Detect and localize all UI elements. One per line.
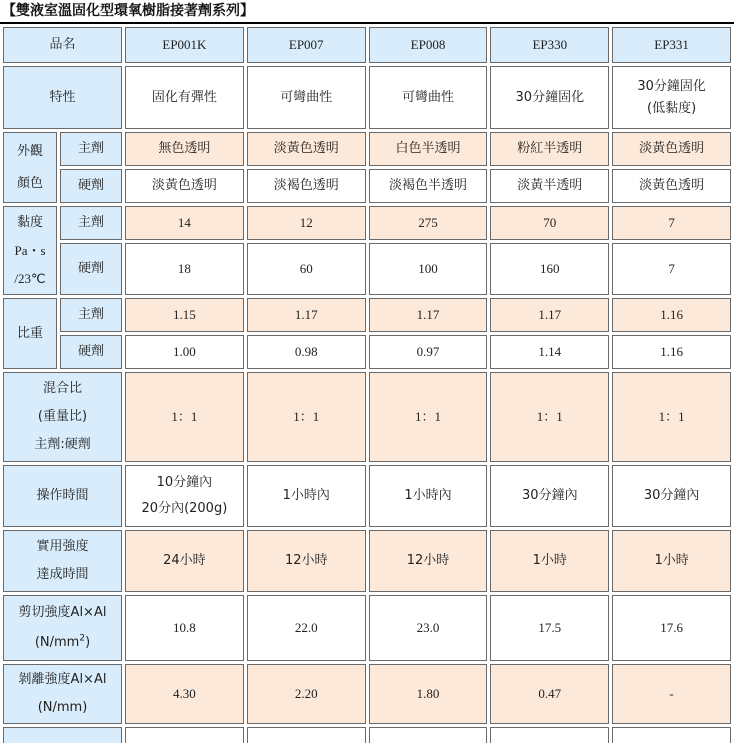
gravity-hardener-row bbox=[3, 335, 731, 369]
properties-value: 可彎曲性 bbox=[369, 66, 488, 129]
gravity-main-value: 1.17 bbox=[490, 298, 609, 332]
cut-off-cell bbox=[612, 727, 731, 743]
appearance-main-value: 淡黃色透明 bbox=[247, 132, 366, 166]
mix-ratio-row bbox=[3, 372, 731, 462]
appearance-main-value: 淡黃色透明 bbox=[612, 132, 731, 166]
strength-time-label bbox=[3, 530, 122, 592]
strength-time-value: 1小時 bbox=[490, 530, 609, 592]
appearance-main-value: 粉紅半透明 bbox=[490, 132, 609, 166]
strength-time-value: 12小時 bbox=[369, 530, 488, 592]
viscosity-label-line1: 黏度 bbox=[16, 214, 43, 230]
shear-unit-text: (N/mm bbox=[34, 635, 80, 650]
strength-time-label-line2: 達成時間 bbox=[36, 567, 89, 582]
appearance-hardener-value: 淡黃色透明 bbox=[612, 169, 731, 203]
appearance-hardener-value: 淡褐色半透明 bbox=[369, 169, 488, 203]
cut-off-cell bbox=[125, 727, 244, 743]
working-time-line1: 10分鐘內 bbox=[156, 475, 213, 490]
appearance-main-value: 白色半透明 bbox=[369, 132, 488, 166]
gravity-hardener-value: 0.98 bbox=[247, 335, 366, 369]
spec-table-frame bbox=[0, 22, 734, 743]
gravity-hardener-value: 1.16 bbox=[612, 335, 731, 369]
peel-strength-row bbox=[3, 664, 731, 724]
mix-ratio-label bbox=[3, 372, 122, 462]
viscosity-main-value: 12 bbox=[247, 206, 366, 240]
viscosity-main-value: 14 bbox=[125, 206, 244, 240]
shear-strength-label-line1: 剪切強度Al×Al bbox=[18, 605, 107, 620]
viscosity-label bbox=[3, 206, 57, 295]
gravity-main-value: 1.16 bbox=[612, 298, 731, 332]
shear-strength-value: 10.8 bbox=[125, 595, 244, 661]
gravity-hardener-value: 1.00 bbox=[125, 335, 244, 369]
properties-row bbox=[3, 66, 731, 129]
viscosity-label-line3: /23℃ bbox=[14, 270, 46, 286]
peel-strength-value: 2.20 bbox=[247, 664, 366, 724]
shear-strength-value: 22.0 bbox=[247, 595, 366, 661]
main-agent-label: 主劑 bbox=[60, 206, 122, 240]
peel-strength-value: 4.30 bbox=[125, 664, 244, 724]
viscosity-hardener-value: 60 bbox=[247, 243, 366, 295]
working-time-value: 30分鐘內 bbox=[490, 465, 609, 527]
viscosity-hardener-value: 7 bbox=[612, 243, 731, 295]
main-agent-label: 主劑 bbox=[60, 132, 122, 166]
strength-time-value: 1小時 bbox=[612, 530, 731, 592]
hardener-label: 硬劑 bbox=[60, 243, 122, 295]
viscosity-main-row bbox=[3, 206, 731, 240]
viscosity-hardener-row bbox=[3, 243, 731, 295]
model-header: EP330 bbox=[490, 27, 609, 63]
properties-value bbox=[612, 66, 731, 129]
cut-off-label bbox=[3, 727, 122, 743]
peel-strength-value: 0.47 bbox=[490, 664, 609, 724]
working-time-value: 1小時內 bbox=[369, 465, 488, 527]
peel-strength-label bbox=[3, 664, 122, 724]
appearance-main-value: 無色透明 bbox=[125, 132, 244, 166]
mix-ratio-value: 1：1 bbox=[125, 372, 244, 462]
appearance-label-line1: 外觀 bbox=[16, 143, 43, 159]
main-agent-label: 主劑 bbox=[60, 298, 122, 332]
gravity-main-value: 1.15 bbox=[125, 298, 244, 332]
page-title: 【雙液室溫固化型環氧樹脂接著劑系列】 bbox=[2, 3, 254, 19]
peel-strength-label-line2: (N/mm) bbox=[37, 700, 88, 715]
properties-value: 固化有彈性 bbox=[125, 66, 244, 129]
product-name-header: 品名 bbox=[3, 27, 122, 63]
peel-strength-value: 1.80 bbox=[369, 664, 488, 724]
shear-strength-value: 17.6 bbox=[612, 595, 731, 661]
viscosity-hardener-value: 18 bbox=[125, 243, 244, 295]
viscosity-main-value: 70 bbox=[490, 206, 609, 240]
viscosity-hardener-value: 160 bbox=[490, 243, 609, 295]
strength-time-row bbox=[3, 530, 731, 592]
appearance-hardener-value: 淡黃色透明 bbox=[125, 169, 244, 203]
gravity-main-value: 1.17 bbox=[247, 298, 366, 332]
shear-strength-label-line2 bbox=[6, 628, 119, 658]
properties-value-line1: 30分鐘固化 bbox=[637, 78, 706, 94]
viscosity-main-value: 7 bbox=[612, 206, 731, 240]
cut-off-cell bbox=[490, 727, 609, 743]
specific-gravity-label: 比重 bbox=[3, 298, 57, 369]
appearance-main-row bbox=[3, 132, 731, 166]
strength-time-label-line1: 實用強度 bbox=[36, 539, 89, 554]
model-header: EP008 bbox=[369, 27, 488, 63]
mix-ratio-label-line1: 混合比 bbox=[43, 381, 83, 396]
shear-unit-exponent: 2 bbox=[79, 633, 86, 644]
gravity-hardener-value: 1.14 bbox=[490, 335, 609, 369]
gravity-main-row bbox=[3, 298, 731, 332]
mix-ratio-value: 1：1 bbox=[490, 372, 609, 462]
mix-ratio-label-line2: (重量比) bbox=[37, 409, 88, 424]
appearance-label bbox=[3, 132, 57, 203]
mix-ratio-value: 1：1 bbox=[247, 372, 366, 462]
shear-strength-row bbox=[3, 595, 731, 661]
properties-value-line2: (低黏度) bbox=[647, 100, 697, 116]
shear-strength-label bbox=[3, 595, 122, 661]
model-header: EP001K bbox=[125, 27, 244, 63]
hardener-label: 硬劑 bbox=[60, 169, 122, 203]
gravity-hardener-value: 0.97 bbox=[369, 335, 488, 369]
appearance-hardener-value: 淡褐色透明 bbox=[247, 169, 366, 203]
table-header-row bbox=[3, 27, 731, 63]
mix-ratio-value: 1：1 bbox=[612, 372, 731, 462]
properties-value: 可彎曲性 bbox=[247, 66, 366, 129]
working-time-value bbox=[125, 465, 244, 527]
hardener-label: 硬劑 bbox=[60, 335, 122, 369]
appearance-hardener-row bbox=[3, 169, 731, 203]
viscosity-label-line2: Pa・s bbox=[14, 242, 46, 258]
peel-strength-label-line1: 剝離強度Al×Al bbox=[18, 672, 107, 687]
shear-unit-close: ) bbox=[85, 635, 91, 650]
appearance-hardener-value: 淡黃半透明 bbox=[490, 169, 609, 203]
working-time-row bbox=[3, 465, 731, 527]
strength-time-value: 12小時 bbox=[247, 530, 366, 592]
properties-label: 特性 bbox=[3, 66, 122, 129]
gravity-main-value: 1.17 bbox=[369, 298, 488, 332]
peel-strength-value: - bbox=[612, 664, 731, 724]
model-header: EP007 bbox=[247, 27, 366, 63]
strength-time-value: 24小時 bbox=[125, 530, 244, 592]
mix-ratio-value: 1：1 bbox=[369, 372, 488, 462]
mix-ratio-label-line3: 主劑:硬劑 bbox=[34, 437, 91, 452]
viscosity-main-value: 275 bbox=[369, 206, 488, 240]
cut-off-cell bbox=[247, 727, 366, 743]
model-header: EP331 bbox=[612, 27, 731, 63]
shear-strength-value: 23.0 bbox=[369, 595, 488, 661]
cut-off-row bbox=[3, 727, 731, 743]
spec-table bbox=[0, 24, 734, 743]
shear-strength-value: 17.5 bbox=[490, 595, 609, 661]
viscosity-hardener-value: 100 bbox=[369, 243, 488, 295]
appearance-label-line2: 顏色 bbox=[16, 175, 43, 191]
working-time-label: 操作時間 bbox=[3, 465, 122, 527]
working-time-value: 30分鐘內 bbox=[612, 465, 731, 527]
working-time-value: 1小時內 bbox=[247, 465, 366, 527]
cut-off-cell bbox=[369, 727, 488, 743]
working-time-line2: 20分內(200g) bbox=[141, 501, 228, 516]
properties-value: 30分鐘固化 bbox=[490, 66, 609, 129]
